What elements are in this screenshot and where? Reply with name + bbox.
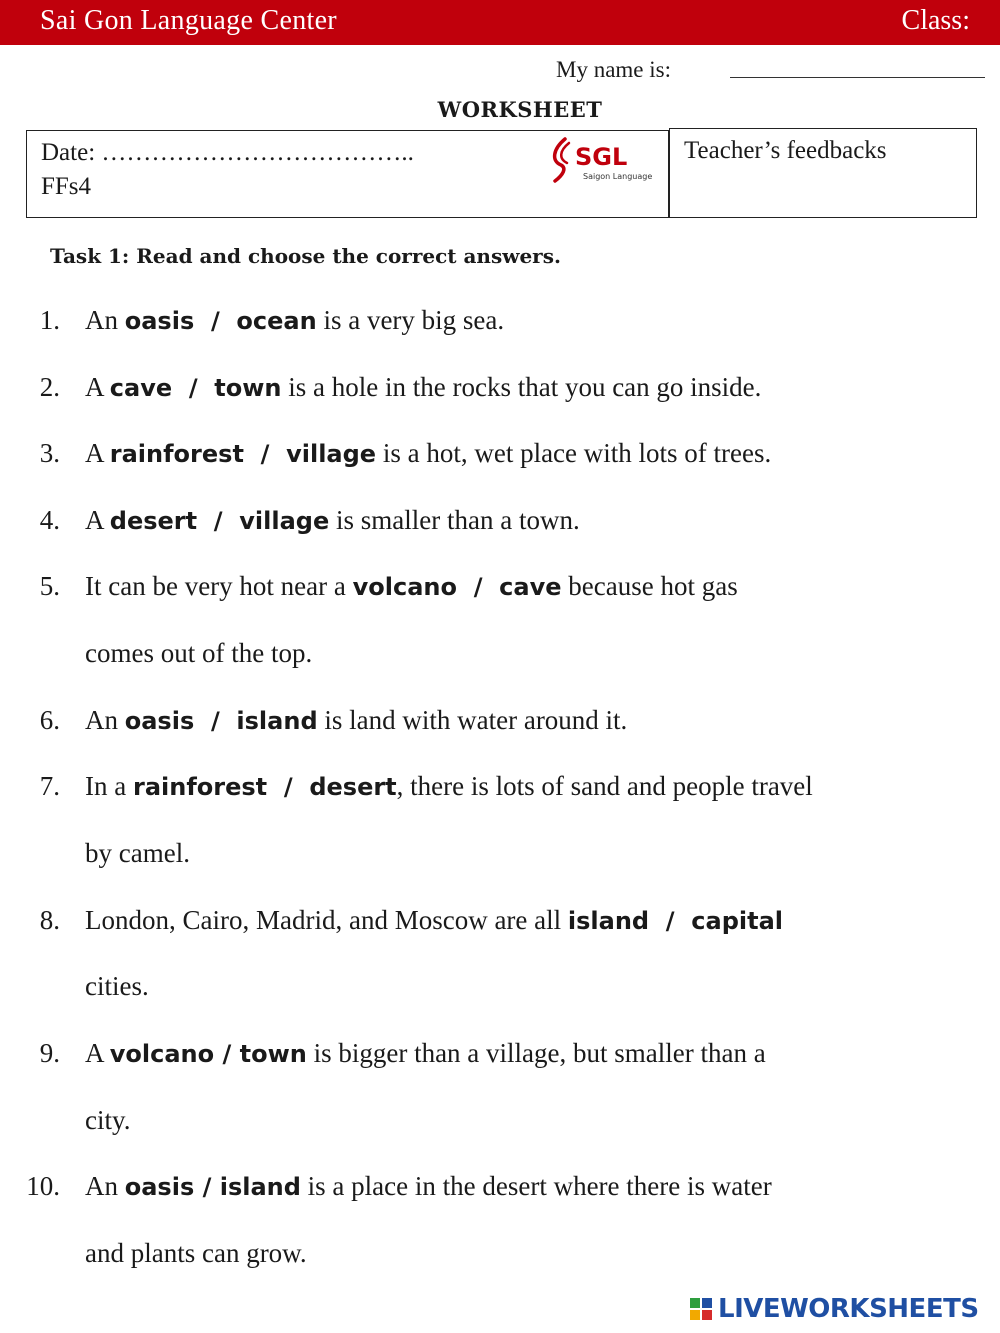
option-separator: / bbox=[267, 773, 310, 801]
feedback-box bbox=[669, 128, 977, 218]
header-bar bbox=[0, 0, 1000, 45]
watermark-text: LIVEWORKSHEETS bbox=[718, 1294, 979, 1324]
answer-option-1[interactable]: oasis bbox=[124, 1173, 195, 1201]
answer-option-1[interactable]: oasis bbox=[124, 707, 195, 735]
question-number: 4. bbox=[39, 505, 60, 535]
option-separator: / bbox=[649, 907, 692, 935]
logo-subtitle: Saigon Language bbox=[583, 172, 652, 181]
question-continuation-text: and plants can grow. bbox=[85, 1238, 307, 1268]
answer-option-1[interactable]: oasis bbox=[124, 307, 195, 335]
liveworksheets-watermark bbox=[690, 1294, 990, 1326]
answer-option-2[interactable]: village bbox=[286, 440, 377, 468]
answer-option-1[interactable]: volcano bbox=[352, 573, 457, 601]
question-prefix: A bbox=[85, 372, 110, 402]
question-text bbox=[85, 771, 813, 802]
option-separator: / bbox=[456, 573, 500, 601]
option-separator: / bbox=[197, 507, 240, 535]
answer-option-1[interactable]: island bbox=[567, 907, 650, 935]
question-suffix: is smaller than a town. bbox=[329, 505, 580, 535]
level-code: FFs4 bbox=[41, 173, 92, 200]
question-prefix: An bbox=[85, 705, 125, 735]
question-suffix: , there is lots of sand and people travel bbox=[396, 771, 813, 801]
answer-option-1[interactable]: rainforest bbox=[132, 773, 268, 801]
question-suffix: is bigger than a village, but smaller than a bbox=[306, 1038, 766, 1068]
logo-brand: SGL bbox=[575, 143, 628, 171]
question-number: 10. bbox=[26, 1171, 60, 1201]
question-text bbox=[85, 705, 627, 736]
option-separator: / bbox=[243, 440, 287, 468]
question-suffix: because hot gas bbox=[561, 571, 738, 601]
class-label: Class: bbox=[901, 5, 970, 36]
option-separator: / bbox=[214, 1040, 240, 1068]
sgl-logo bbox=[547, 135, 652, 185]
question-number: 8. bbox=[39, 905, 60, 935]
question-prefix: London, Cairo, Madrid, and Moscow are all bbox=[85, 905, 568, 935]
question-continuation-text: city. bbox=[85, 1105, 131, 1135]
question-prefix: A bbox=[85, 1038, 110, 1068]
question-text bbox=[85, 372, 761, 403]
question-text bbox=[85, 905, 783, 936]
question-suffix: is land with water around it. bbox=[317, 705, 628, 735]
answer-option-2[interactable]: town bbox=[214, 374, 282, 402]
option-separator: / bbox=[194, 1173, 220, 1201]
question-number: 5. bbox=[39, 571, 60, 601]
answer-option-1[interactable]: desert bbox=[109, 507, 198, 535]
question-continuation-text: by camel. bbox=[85, 838, 190, 868]
question-text bbox=[85, 1171, 772, 1202]
answer-option-2[interactable]: town bbox=[239, 1040, 307, 1068]
name-label: My name is: bbox=[556, 57, 671, 82]
question-text bbox=[85, 438, 771, 469]
question-suffix: is a place in the desert where there is water bbox=[300, 1171, 772, 1201]
question-number: 3. bbox=[39, 438, 60, 468]
answer-option-2[interactable]: island bbox=[236, 707, 318, 735]
answer-option-2[interactable]: island bbox=[219, 1173, 301, 1201]
question-number: 6. bbox=[39, 705, 60, 735]
answer-option-1[interactable]: rainforest bbox=[109, 440, 244, 468]
question-prefix: A bbox=[85, 505, 110, 535]
answer-option-1[interactable]: volcano bbox=[109, 1040, 215, 1068]
question-prefix: A bbox=[85, 438, 110, 468]
task-title: Task 1: Read and choose the correct answers. bbox=[50, 244, 561, 268]
answer-option-2[interactable]: village bbox=[239, 507, 330, 535]
question-number: 7. bbox=[39, 771, 60, 801]
date-line: Date: ……………………………….. bbox=[41, 139, 414, 166]
question-prefix: An bbox=[85, 305, 125, 335]
answer-option-2[interactable]: capital bbox=[691, 907, 784, 935]
worksheet-title: WORKSHEET bbox=[437, 97, 603, 122]
info-box bbox=[26, 130, 669, 218]
question-continuation-text: comes out of the top. bbox=[85, 638, 313, 668]
answer-option-2[interactable]: ocean bbox=[236, 307, 317, 335]
option-separator: / bbox=[172, 374, 215, 402]
question-suffix: is a very big sea. bbox=[316, 305, 505, 335]
question-prefix: In a bbox=[85, 771, 133, 801]
question-prefix: An bbox=[85, 1171, 125, 1201]
answer-option-1[interactable]: cave bbox=[109, 374, 173, 402]
option-separator: / bbox=[194, 707, 237, 735]
question-text bbox=[85, 305, 504, 336]
liveworksheets-icon bbox=[690, 1298, 714, 1324]
question-text bbox=[85, 505, 580, 536]
question-text bbox=[85, 1038, 766, 1069]
question-number: 2. bbox=[39, 372, 60, 402]
question-continuation-text: cities. bbox=[85, 971, 149, 1001]
question-suffix: is a hole in the rocks that you can go inside. bbox=[281, 372, 762, 402]
answer-option-2[interactable]: desert bbox=[309, 773, 397, 801]
option-separator: / bbox=[194, 307, 237, 335]
question-number: 1. bbox=[39, 305, 60, 335]
question-number: 9. bbox=[39, 1038, 60, 1068]
center-name: Sai Gon Language Center bbox=[40, 5, 337, 36]
answer-option-2[interactable]: cave bbox=[499, 573, 562, 601]
question-suffix: is a hot, wet place with lots of trees. bbox=[376, 438, 772, 468]
feedback-label: Teacher’s feedbacks bbox=[684, 137, 887, 164]
question-text bbox=[85, 571, 738, 602]
name-input-line[interactable] bbox=[730, 77, 985, 78]
question-prefix: It can be very hot near a bbox=[85, 571, 353, 601]
